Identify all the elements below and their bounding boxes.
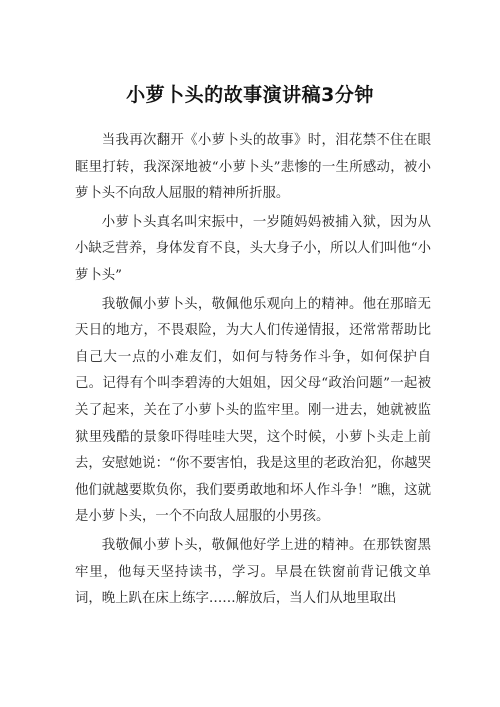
- paragraph: 当我再次翻开《小萝卜头的故事》时，泪花禁不住在眼眶里打转，我深深地被“小萝卜头”悲惨的一生所感动，被小萝卜头不向敌人屈服的精神所折服。: [75, 133, 431, 202]
- page-title: 小萝卜头的故事演讲稿3分钟: [126, 84, 374, 106]
- paragraph: 我敬佩小萝卜头，敬佩他乐观向上的精神。他在那暗无天日的地方，不畏艰险，为大人们传递情报，还常常帮助比自己大一点的小难友们，如何与特务作斗争，如何保护自己。记得有个叫李碧涛的大姐姐，因父母“政治问题”一起被关了起来，关在了小萝卜头的监牢里。刚一进去，她就被监狱里残酷的景象吓得哇哇大哭，这个时候，小萝卜头走上前去，安慰她说：“你不要害怕，我是这里的老政治犯，你越哭他们就越要欺负你，我们要勇敢地和坏人作斗争！”瞧，这就是小萝卜头，一个不向敌人屈服的小男孩。: [75, 296, 431, 525]
- paragraph: 我敬佩小萝卜头，敬佩他好学上进的精神。在那铁窗黑牢里，他每天坚持读书，学习。早晨在铁窗前背记俄文单词，晚上趴在床上练字……解放后，当人们从地里取出: [75, 537, 431, 607]
- document-body: [75, 128, 431, 615]
- paragraph: 小萝卜头真名叫宋振中，一岁随妈妈被捕入狱，因为从小缺乏营养，身体发育不良，头大身子小，所以人们叫他“小萝卜头”: [75, 214, 431, 283]
